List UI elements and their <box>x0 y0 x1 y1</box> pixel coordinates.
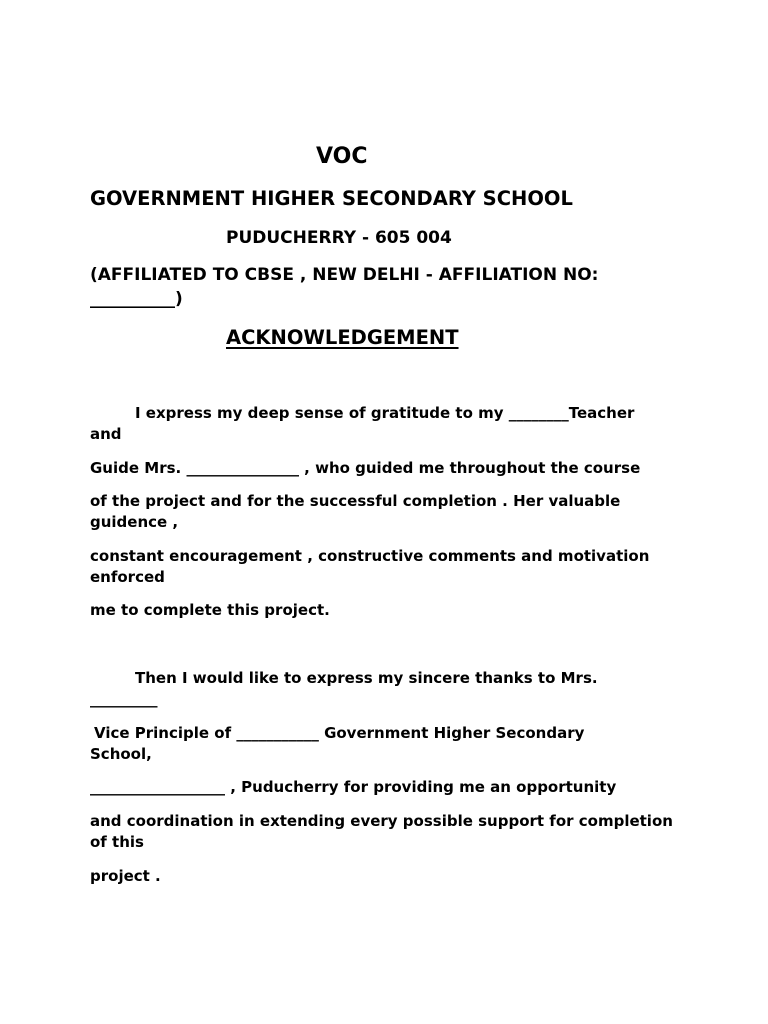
paragraph-line: enforced <box>90 568 165 586</box>
paragraph-line: Vice Principle of ___________ Government Higher Secondary <box>94 724 585 742</box>
paragraph-line: project . <box>90 867 161 885</box>
affiliation-line-1: (AFFILIATED TO CBSE , NEW DELHI - AFFILIATION NO: <box>90 265 599 285</box>
paragraph-line: constant encouragement , constructive comments and motivation <box>90 547 650 565</box>
paragraph-line: __________________ , Puducherry for providing me an opportunity <box>90 778 617 796</box>
document-title: VOC <box>316 144 368 169</box>
paragraph-line: School, <box>90 745 152 763</box>
paragraph-line: of the project and for the successful completion . Her valuable <box>90 492 621 510</box>
paragraph-line: and coordination in extending every possible support for completion <box>90 812 673 830</box>
paragraph-line: and <box>90 425 122 443</box>
acknowledgement-heading: ACKNOWLEDGEMENT <box>226 326 459 349</box>
paragraph-line: Then I would like to express my sincere thanks to Mrs. <box>135 669 598 687</box>
paragraph-line: of this <box>90 833 144 851</box>
paragraph-line: Guide Mrs. _______________ , who guided me throughout the course <box>90 459 641 477</box>
paragraph-line: I express my deep sense of gratitude to my ________Teacher <box>135 404 635 422</box>
paragraph-line: _________ <box>90 690 158 708</box>
affiliation-line-2: __________) <box>90 289 183 309</box>
paragraph-line: guidence , <box>90 513 179 531</box>
school-city: PUDUCHERRY - 605 004 <box>226 228 452 248</box>
paragraph-line: me to complete this project. <box>90 601 330 619</box>
school-name: GOVERNMENT HIGHER SECONDARY SCHOOL <box>90 187 573 210</box>
